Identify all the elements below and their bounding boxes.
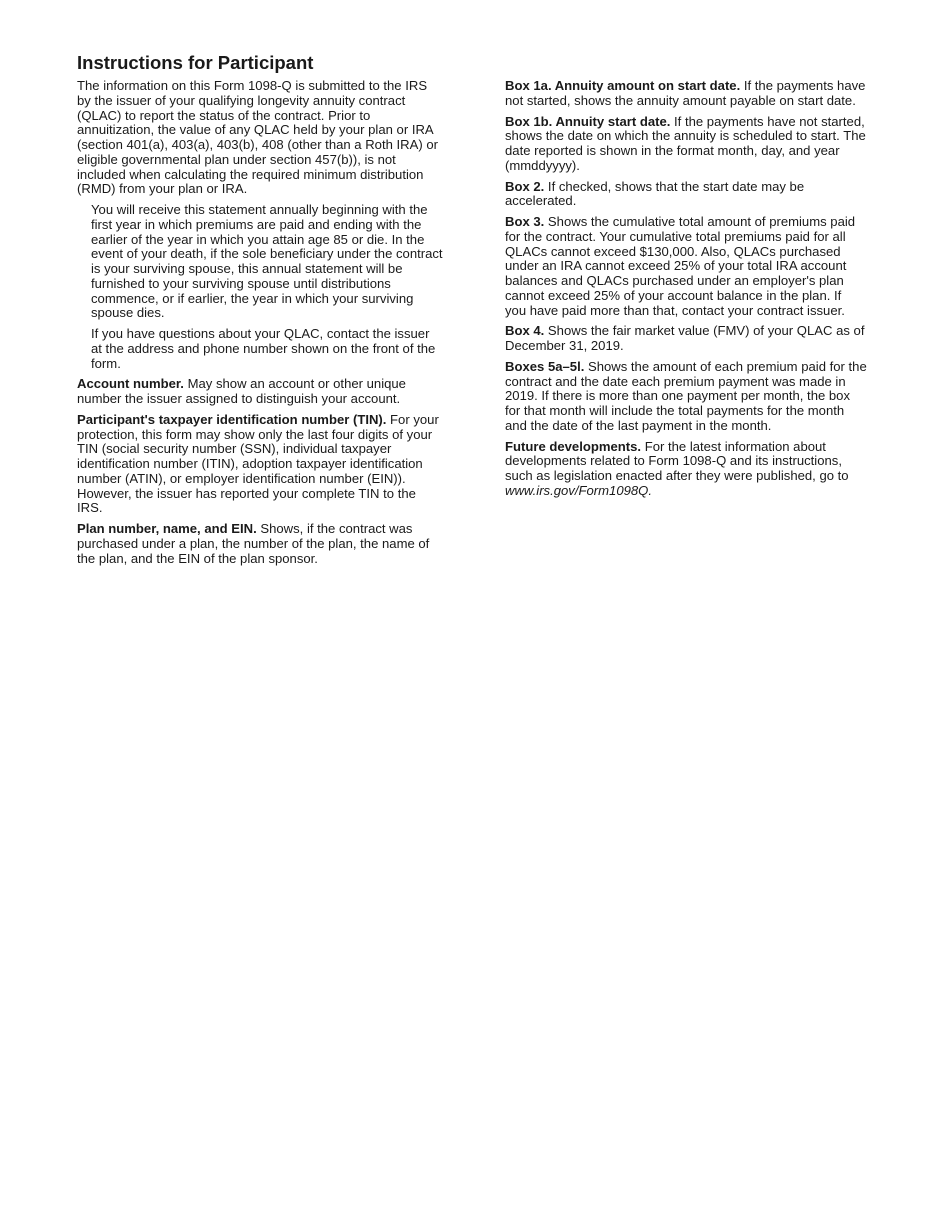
text-line	[77, 442, 467, 457]
text-line	[505, 304, 897, 319]
paragraph	[77, 522, 467, 566]
text-line	[505, 339, 897, 354]
text-line	[91, 262, 467, 277]
text-line	[77, 392, 467, 407]
paragraph	[505, 115, 897, 174]
line-text: under an IRA cannot exceed 25% of your total IRA account	[505, 258, 847, 274]
text-line	[77, 457, 467, 472]
line-text: cannot exceed 25% of your account balance in the plan. If	[505, 287, 842, 303]
line-text: number the issuer assigned to distinguish your account.	[77, 391, 401, 406]
line-text: shows the date on which the annuity is scheduled to start. The	[505, 128, 866, 144]
line-text: earlier of the year in which you attain age 85 or die. In the	[91, 231, 425, 247]
line-text: form.	[91, 355, 121, 371]
text-line	[91, 357, 467, 372]
bold-heading: Future developments.	[505, 438, 642, 454]
text-line	[91, 277, 467, 292]
line-text: If the payments have	[740, 78, 866, 93]
text-line	[77, 153, 467, 168]
line-text: identification number (ITIN), adoption taxpayer identification	[77, 456, 423, 471]
paragraph	[77, 413, 467, 516]
text-line	[505, 259, 897, 274]
line-text: accelerated.	[505, 193, 577, 209]
line-text: for the contract. Your cumulative total premiums paid for all	[505, 228, 846, 244]
line-text: you have paid more than that, contact your contract issuer.	[505, 302, 845, 318]
text-line	[505, 289, 897, 304]
page-title: Instructions for Participant	[77, 52, 314, 73]
text-line	[77, 413, 467, 428]
line-text: (QLAC) to report the status of the contract. Prior to	[77, 107, 371, 123]
line-text: annuitization, the value of any QLAC held by your plan or IRA	[77, 122, 434, 138]
paragraph	[77, 203, 467, 321]
line-text: event of your death, if the sole beneficiary under the contract	[91, 246, 443, 262]
bold-heading: Box 1b. Annuity start date.	[505, 113, 671, 129]
line-text: the plan, and the EIN of the plan sponsor.	[77, 550, 318, 566]
paragraph	[505, 215, 897, 318]
italic-link-text: www.irs.gov/Form1098Q.	[505, 482, 652, 498]
line-text: number (ATIN), or employer identification number (EIN)).	[77, 470, 406, 486]
text-line	[77, 168, 467, 183]
text-line	[77, 109, 467, 124]
text-line	[77, 428, 467, 443]
line-text: included when calculating the required minimum distribution	[77, 166, 424, 182]
text-line	[505, 419, 897, 434]
line-text: for that month will include the total payments for the month	[505, 403, 845, 418]
right-column	[505, 79, 897, 505]
paragraph	[77, 327, 467, 371]
paragraph	[77, 79, 467, 197]
text-line	[77, 94, 467, 109]
line-text: such as legislation enacted after they were published, go to	[505, 468, 849, 483]
text-line	[91, 306, 467, 321]
text-line	[91, 203, 467, 218]
text-line	[77, 138, 467, 153]
line-text: by the issuer of your qualifying longevity annuity contract	[77, 92, 406, 108]
paragraph	[505, 180, 897, 210]
line-text: at the address and phone number shown on the front of the	[91, 340, 436, 356]
text-line	[91, 342, 467, 357]
line-text: For the latest information about	[641, 438, 826, 454]
line-text: Shows the amount of each premium paid for the	[584, 358, 867, 374]
line-text: is your surviving spouse, this annual statement will be	[91, 261, 403, 276]
left-column	[77, 79, 467, 572]
line-text: first year in which premiums are paid and ending with the	[91, 216, 422, 232]
text-line	[505, 375, 897, 390]
paragraph	[505, 360, 897, 434]
text-line	[505, 274, 897, 289]
text-line	[91, 233, 467, 248]
line-text: and the date of the last payment in the month.	[505, 417, 772, 433]
text-line	[505, 440, 897, 455]
text-line	[77, 522, 467, 537]
paragraph	[77, 377, 467, 407]
text-line	[505, 324, 897, 339]
text-line	[505, 194, 897, 209]
line-text: protection, this form may show only the last four digits of your	[77, 426, 433, 442]
line-text: IRS.	[77, 500, 103, 516]
text-line	[77, 501, 467, 516]
text-line	[505, 129, 897, 144]
text-line	[505, 79, 897, 94]
bold-heading: Box 2.	[505, 178, 545, 194]
bold-heading: Participant's taxpayer identification number (TIN).	[77, 411, 387, 427]
text-line	[91, 218, 467, 233]
line-text: developments related to Form 1098-Q and its instructions,	[505, 453, 842, 469]
text-line	[505, 230, 897, 245]
text-line	[77, 487, 467, 502]
text-line	[505, 360, 897, 375]
bold-heading: Box 1a. Annuity amount on start date.	[505, 78, 741, 93]
line-text: However, the issuer has reported your complete TIN to the	[77, 485, 416, 501]
text-line	[505, 180, 897, 195]
text-line	[77, 552, 467, 567]
line-text: QLACs cannot exceed $130,000. Also, QLACs purchased	[505, 243, 841, 259]
line-text: eligible governmental plan under section 457(b)), is not	[77, 151, 396, 167]
line-text: For your	[386, 411, 439, 427]
bold-heading: Plan number, name, and EIN.	[77, 521, 257, 536]
text-line	[77, 79, 467, 94]
bold-heading: Box 4.	[505, 323, 545, 339]
paragraph	[505, 324, 897, 354]
line-text: not started, shows the annuity amount payable on start date.	[505, 92, 856, 108]
text-line	[505, 389, 897, 404]
text-line	[77, 182, 467, 197]
text-line	[77, 123, 467, 138]
line-text: purchased under a plan, the number of the plan, the name of	[77, 535, 430, 551]
text-line	[505, 454, 897, 469]
text-line	[505, 484, 897, 499]
line-text: contract and the date each premium payment was made in	[505, 373, 846, 389]
bold-heading: Boxes 5a–5l.	[505, 358, 585, 374]
line-text: balances and QLACs purchased under an employer's plan	[505, 273, 844, 288]
line-text: (section 401(a), 403(a), 403(b), 408 (other than a Roth IRA) or	[77, 137, 438, 152]
bold-heading: Box 3.	[505, 214, 545, 229]
line-text: You will receive this statement annually beginning with the	[91, 202, 428, 217]
line-text: December 31, 2019.	[505, 338, 624, 353]
line-text: furnished to your surviving spouse until distributions	[91, 275, 391, 291]
paragraph	[505, 79, 897, 109]
text-line	[77, 377, 467, 392]
text-line	[77, 472, 467, 487]
bold-heading: Account number.	[77, 376, 184, 392]
line-text: The information on this Form 1098-Q is submitted to the IRS	[77, 78, 428, 93]
text-line	[505, 404, 897, 419]
text-line	[505, 469, 897, 484]
line-text: date reported is shown in the format month, day, and year	[505, 143, 840, 158]
text-line	[91, 247, 467, 262]
line-text: May show an account or other unique	[183, 376, 406, 392]
text-line	[91, 292, 467, 307]
line-text: If you have questions about your QLAC, contact the issuer	[91, 326, 430, 341]
text-line	[505, 215, 897, 230]
text-line	[505, 94, 897, 109]
text-line	[77, 537, 467, 552]
line-text: commence, or if earlier, the year in which your surviving	[91, 290, 414, 306]
text-line	[505, 115, 897, 130]
line-text: 2019. If there is more than one payment per month, the box	[505, 388, 851, 404]
line-text: spouse dies.	[91, 305, 165, 321]
line-text: Shows the fair market value (FMV) of your QLAC as of	[544, 323, 865, 339]
line-text: (RMD) from your plan or IRA.	[77, 181, 248, 197]
paragraph	[505, 440, 897, 499]
text-line	[505, 144, 897, 159]
line-text: Shows, if the contract was	[256, 521, 413, 536]
text-line	[505, 159, 897, 174]
line-text: If the payments have not started,	[670, 113, 865, 129]
line-text: TIN (social security number (SSN), individual taxpayer	[77, 441, 392, 457]
text-line	[91, 327, 467, 342]
line-text: Shows the cumulative total amount of premiums paid	[544, 214, 856, 229]
line-text: (mmddyyyy).	[505, 157, 580, 173]
line-text: If checked, shows that the start date may be	[544, 178, 805, 194]
text-line	[505, 245, 897, 260]
